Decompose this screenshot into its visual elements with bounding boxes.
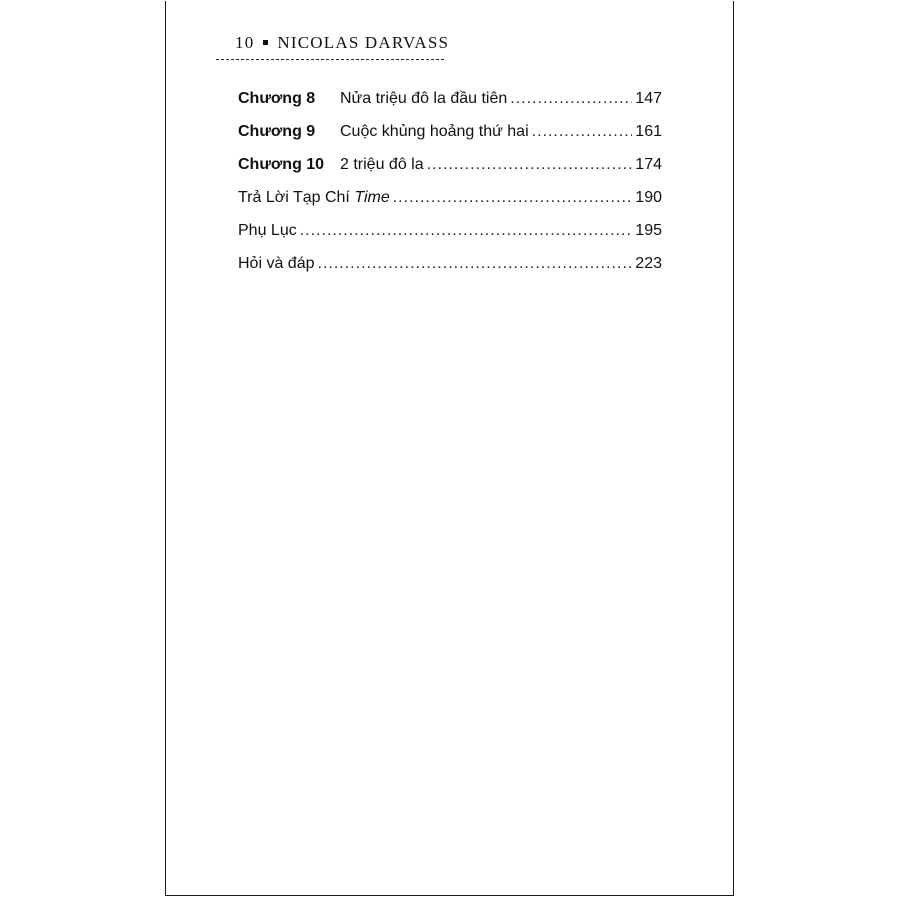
toc-entry-title: Cuộc khủng hoảng thứ hai [340,123,529,140]
toc-dot-leader [318,251,633,277]
toc-entry[interactable] [238,218,662,251]
toc-dot-leader [510,86,632,112]
toc-entry-title-text: Trả Lời Tạp Chí [238,189,355,206]
toc-entry-title: 2 triệu đô la [340,156,424,173]
toc-entry-title: Nửa triệu đô la đầu tiên [340,90,508,107]
page-number: 10 [235,33,255,52]
toc-dot-leader [532,119,633,145]
toc-entry[interactable] [238,119,662,152]
toc-page-number: 195 [635,222,662,239]
toc-page-number: 161 [635,123,662,140]
toc-dot-leader [427,152,633,178]
header-dashed-rule [216,59,444,60]
toc-entry[interactable] [238,86,662,119]
toc-entry[interactable] [238,152,662,185]
toc-entry-title-italic: Time [354,189,390,206]
toc-page-number: 190 [635,189,662,206]
toc-chapter-number: Chương 9 [238,123,316,140]
running-head [235,33,449,53]
toc-entry-title: Hỏi và đáp [238,255,315,272]
toc-dot-leader [300,218,633,244]
toc-chapter-number: Chương 8 [238,90,316,107]
toc-dot-leader [393,185,633,211]
bullet-separator-icon [263,40,268,45]
toc-page-number: 147 [635,90,662,107]
toc-entry-title [238,185,390,211]
toc-chapter-number: Chương 10 [238,156,325,173]
author-name: NICOLAS DARVASS [277,33,450,52]
toc-entry[interactable] [238,185,662,218]
toc-page-number: 223 [635,255,662,272]
table-of-contents [238,86,662,284]
toc-entry[interactable] [238,251,662,284]
toc-page-number: 174 [635,156,662,173]
toc-entry-title: Phụ Lục [238,222,297,239]
